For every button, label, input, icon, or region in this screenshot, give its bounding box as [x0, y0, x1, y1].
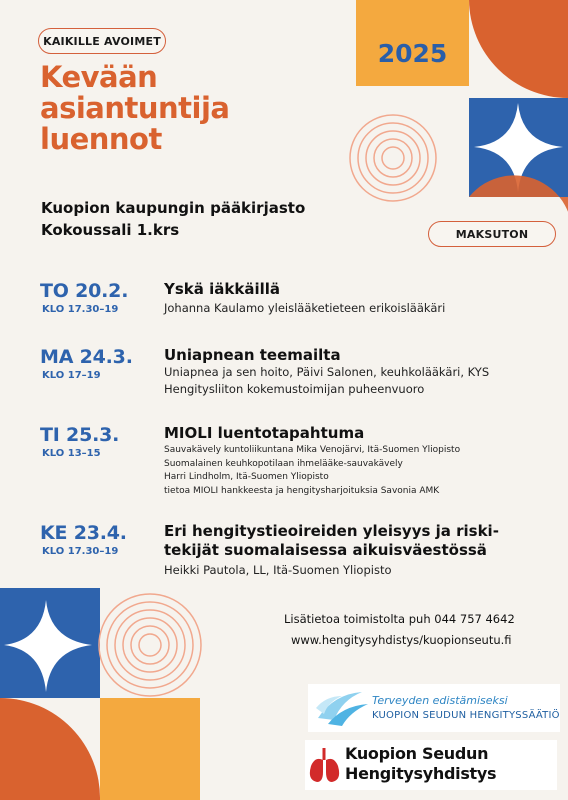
page-title: [40, 62, 300, 155]
event-title-line: MIOLI luentotapahtuma: [164, 424, 365, 442]
event-details: [164, 300, 445, 317]
orange-quarter-circle-bottom: [0, 698, 100, 800]
association-name-line1: Kuopion Seudun: [345, 744, 489, 763]
title-line: Kevään: [40, 60, 158, 94]
event-date: TO 20.2.: [40, 280, 129, 302]
year-box: [356, 0, 469, 86]
foundation-name: KUOPION SEUDUN HENGITYSSÄÄTIÖ: [372, 710, 560, 721]
event-detail-line: Hengitysliiton kokemustoimijan puheenvuoro: [164, 382, 425, 396]
event-detail-line: tietoa MIOLI hankkeesta ja hengitysharjoituksia Savonia AMK: [164, 485, 440, 496]
title-line: asiantuntija: [40, 91, 230, 125]
event-detail-line: Sauvakävely kuntoliikuntana Mika Venojärvi, Itä-Suomen Yliopisto: [164, 445, 461, 455]
event-time: KLO 17.30–19: [42, 546, 119, 557]
association-name-line2: Hengitysyhdistys: [345, 764, 497, 783]
lungs-icon: [307, 746, 343, 786]
year-label: 2025: [377, 39, 448, 68]
yellow-tile-bottom: [100, 698, 200, 800]
event-title-line: Eri hengitystieoireiden yleisyys ja riski-: [164, 522, 499, 540]
venue-line: Kuopion kaupungin pääkirjasto: [41, 199, 306, 217]
event-detail-line: Heikki Pautola, LL, Itä-Suomen Yliopisto: [164, 563, 392, 577]
event-title-line: Uniapnean teemailta: [164, 346, 341, 364]
event-details: [164, 364, 489, 398]
swirl-icon: [312, 686, 372, 730]
event-detail-line: Uniapnea ja sen hoito, Päivi Salonen, keuhkolääkäri, KYS: [164, 365, 490, 379]
event-date: TI 25.3.: [40, 424, 120, 446]
contact-phone: Lisätietoa toimistolta puh 044 757 4642: [284, 612, 515, 626]
event-title-line: Yskä iäkkäillä: [164, 280, 280, 298]
free-label: MAKSUTON: [455, 227, 529, 241]
concentric-circles-top: [350, 115, 436, 201]
event-detail-line: Harri Lindholm, Itä-Suomen Yliopisto: [164, 472, 329, 482]
title-line: luennot: [40, 122, 162, 156]
event-time: KLO 17.30–19: [42, 304, 119, 315]
event-detail-line: Suomalainen keuhkopotilaan ihmelääke-sauvakävely: [164, 458, 403, 469]
foundation-logo: [308, 684, 560, 732]
orange-quarter-circle-top: [469, 0, 568, 98]
foundation-tagline: Terveyden edistämiseksi: [372, 694, 508, 707]
event-time: KLO 17–19: [42, 370, 101, 381]
event-details: [164, 444, 460, 498]
event-title: [164, 522, 564, 560]
association-logo: [305, 740, 557, 790]
contact-website[interactable]: www.hengitysyhdistys/kuopionseutu.fi: [291, 633, 512, 647]
free-badge: [428, 221, 556, 247]
event-title: [164, 346, 564, 365]
event-title: [164, 424, 564, 443]
open-to-all-badge: [38, 28, 166, 54]
venue-line: Kokoussali 1.krs: [41, 221, 180, 239]
event-title-line: tekijät suomalaisessa aikuisväestössä: [164, 541, 487, 559]
event-time: KLO 13–15: [42, 448, 101, 459]
venue: [41, 197, 305, 241]
event-date: MA 24.3.: [40, 346, 133, 368]
event-date: KE 23.4.: [40, 522, 127, 544]
event-title: [164, 280, 564, 299]
event-details: [164, 562, 392, 579]
event-detail-line: Johanna Kaulamo yleislääketieteen erikoislääkäri: [164, 301, 446, 315]
concentric-circles-bottom: [99, 594, 201, 696]
open-to-all-label: KAIKILLE AVOIMET: [43, 34, 161, 48]
